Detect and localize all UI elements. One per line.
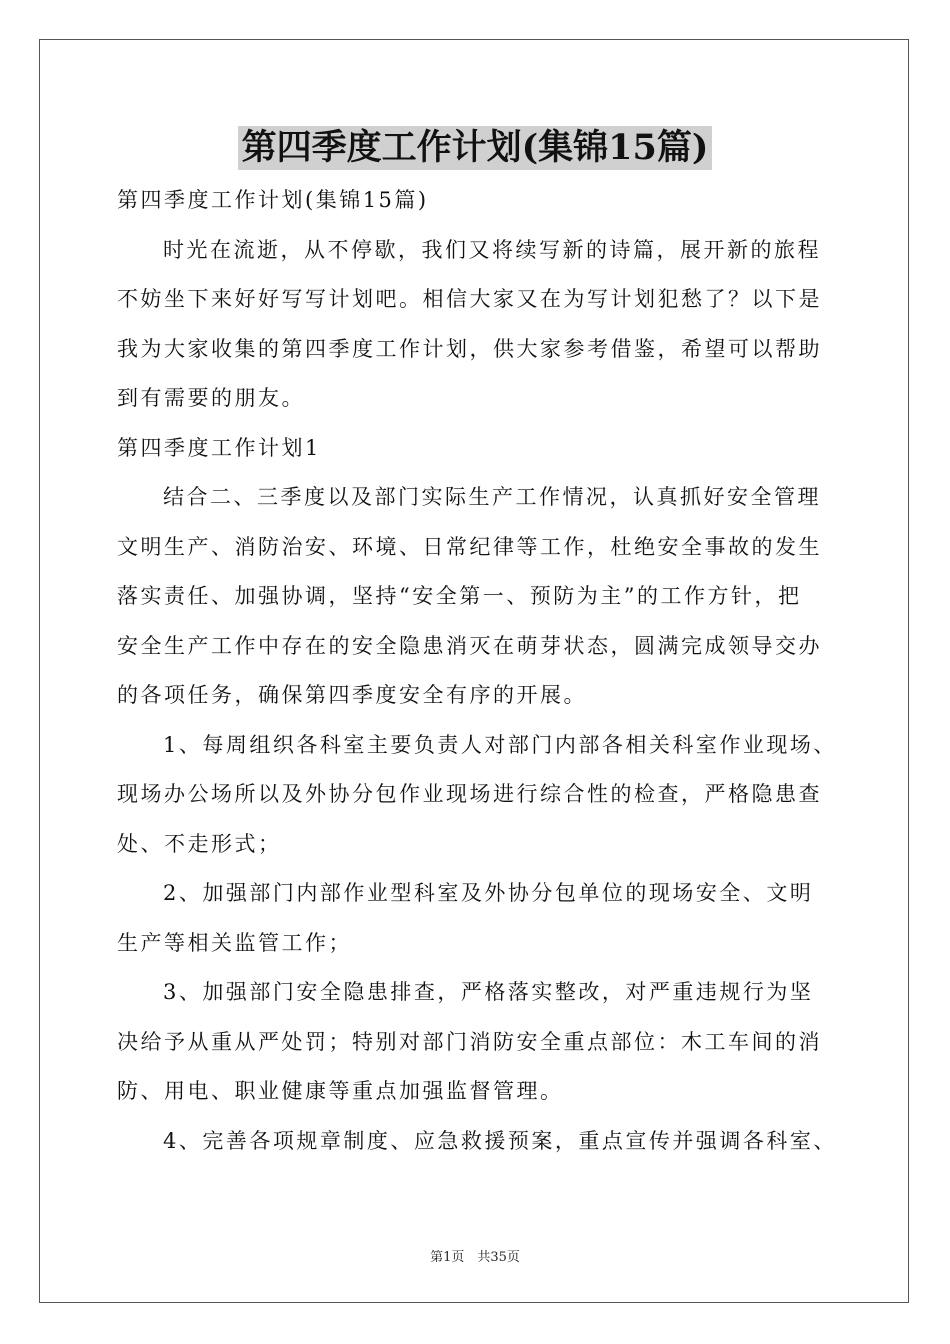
text-line: 决给予从重从严处罚；特别对部门消防安全重点部位：木工车间的消 bbox=[117, 1029, 822, 1054]
text-line: 落实责任、加强协调，坚持“安全第一、预防为主”的工作方针，把 bbox=[117, 584, 802, 608]
text-line: 防、用电、职业健康等重点加强监督管理。 bbox=[117, 1079, 564, 1103]
text-line: 安全生产工作中存在的安全隐患消灭在萌芽状态，圆满完成领导交办 bbox=[117, 633, 822, 658]
text-line: 2、加强部门内部作业型科室及外协分包单位的现场安全、文明 bbox=[163, 881, 814, 905]
text-line: 文明生产、消防治安、环境、日常纪律等工作，杜绝安全事故的发生 bbox=[117, 534, 822, 559]
text-line: 3、加强部门安全隐患排查，严格落实整改，对严重违规行为坚 bbox=[163, 980, 814, 1004]
text-line: 时光在流逝，从不停歇，我们又将续写新的诗篇，展开新的旅程 bbox=[163, 237, 821, 262]
text-line: 现场办公场所以及外协分包作业现场进行综合性的检查，严格隐患查 bbox=[117, 782, 822, 806]
text-line: 不妨坐下来好好写写计划吧。相信大家又在为写计划犯愁了？以下是 bbox=[117, 287, 822, 311]
text-line: 我为大家收集的第四季度工作计划，供大家参考借鉴，希望可以帮助 bbox=[117, 336, 822, 361]
text-line: 处、不走形式； bbox=[117, 831, 282, 856]
text-line: 结合二、三季度以及部门实际生产工作情况，认真抓好安全管理 bbox=[163, 485, 821, 509]
text-line: 生产等相关监管工作； bbox=[117, 930, 352, 955]
title-container bbox=[0, 126, 950, 170]
document-title: 第四季度工作计划(集锦15篇) bbox=[238, 126, 713, 170]
text-line: 第四季度工作计划(集锦15篇) bbox=[117, 188, 429, 212]
text-line: 到有需要的朋友。 bbox=[117, 386, 305, 410]
page-footer: 第1页 共35页 bbox=[430, 1250, 520, 1265]
text-line: 1、每周组织各科室主要负责人对部门内部各相关科室作业现场、 bbox=[163, 732, 837, 757]
document-body bbox=[117, 180, 842, 1170]
text-line: 4、完善各项规章制度、应急救援预案，重点宣传并强调各科室、 bbox=[163, 1128, 837, 1153]
text-line: 的各项任务，确保第四季度安全有序的开展。 bbox=[117, 683, 587, 707]
text-line: 第四季度工作计划1 bbox=[117, 435, 321, 460]
